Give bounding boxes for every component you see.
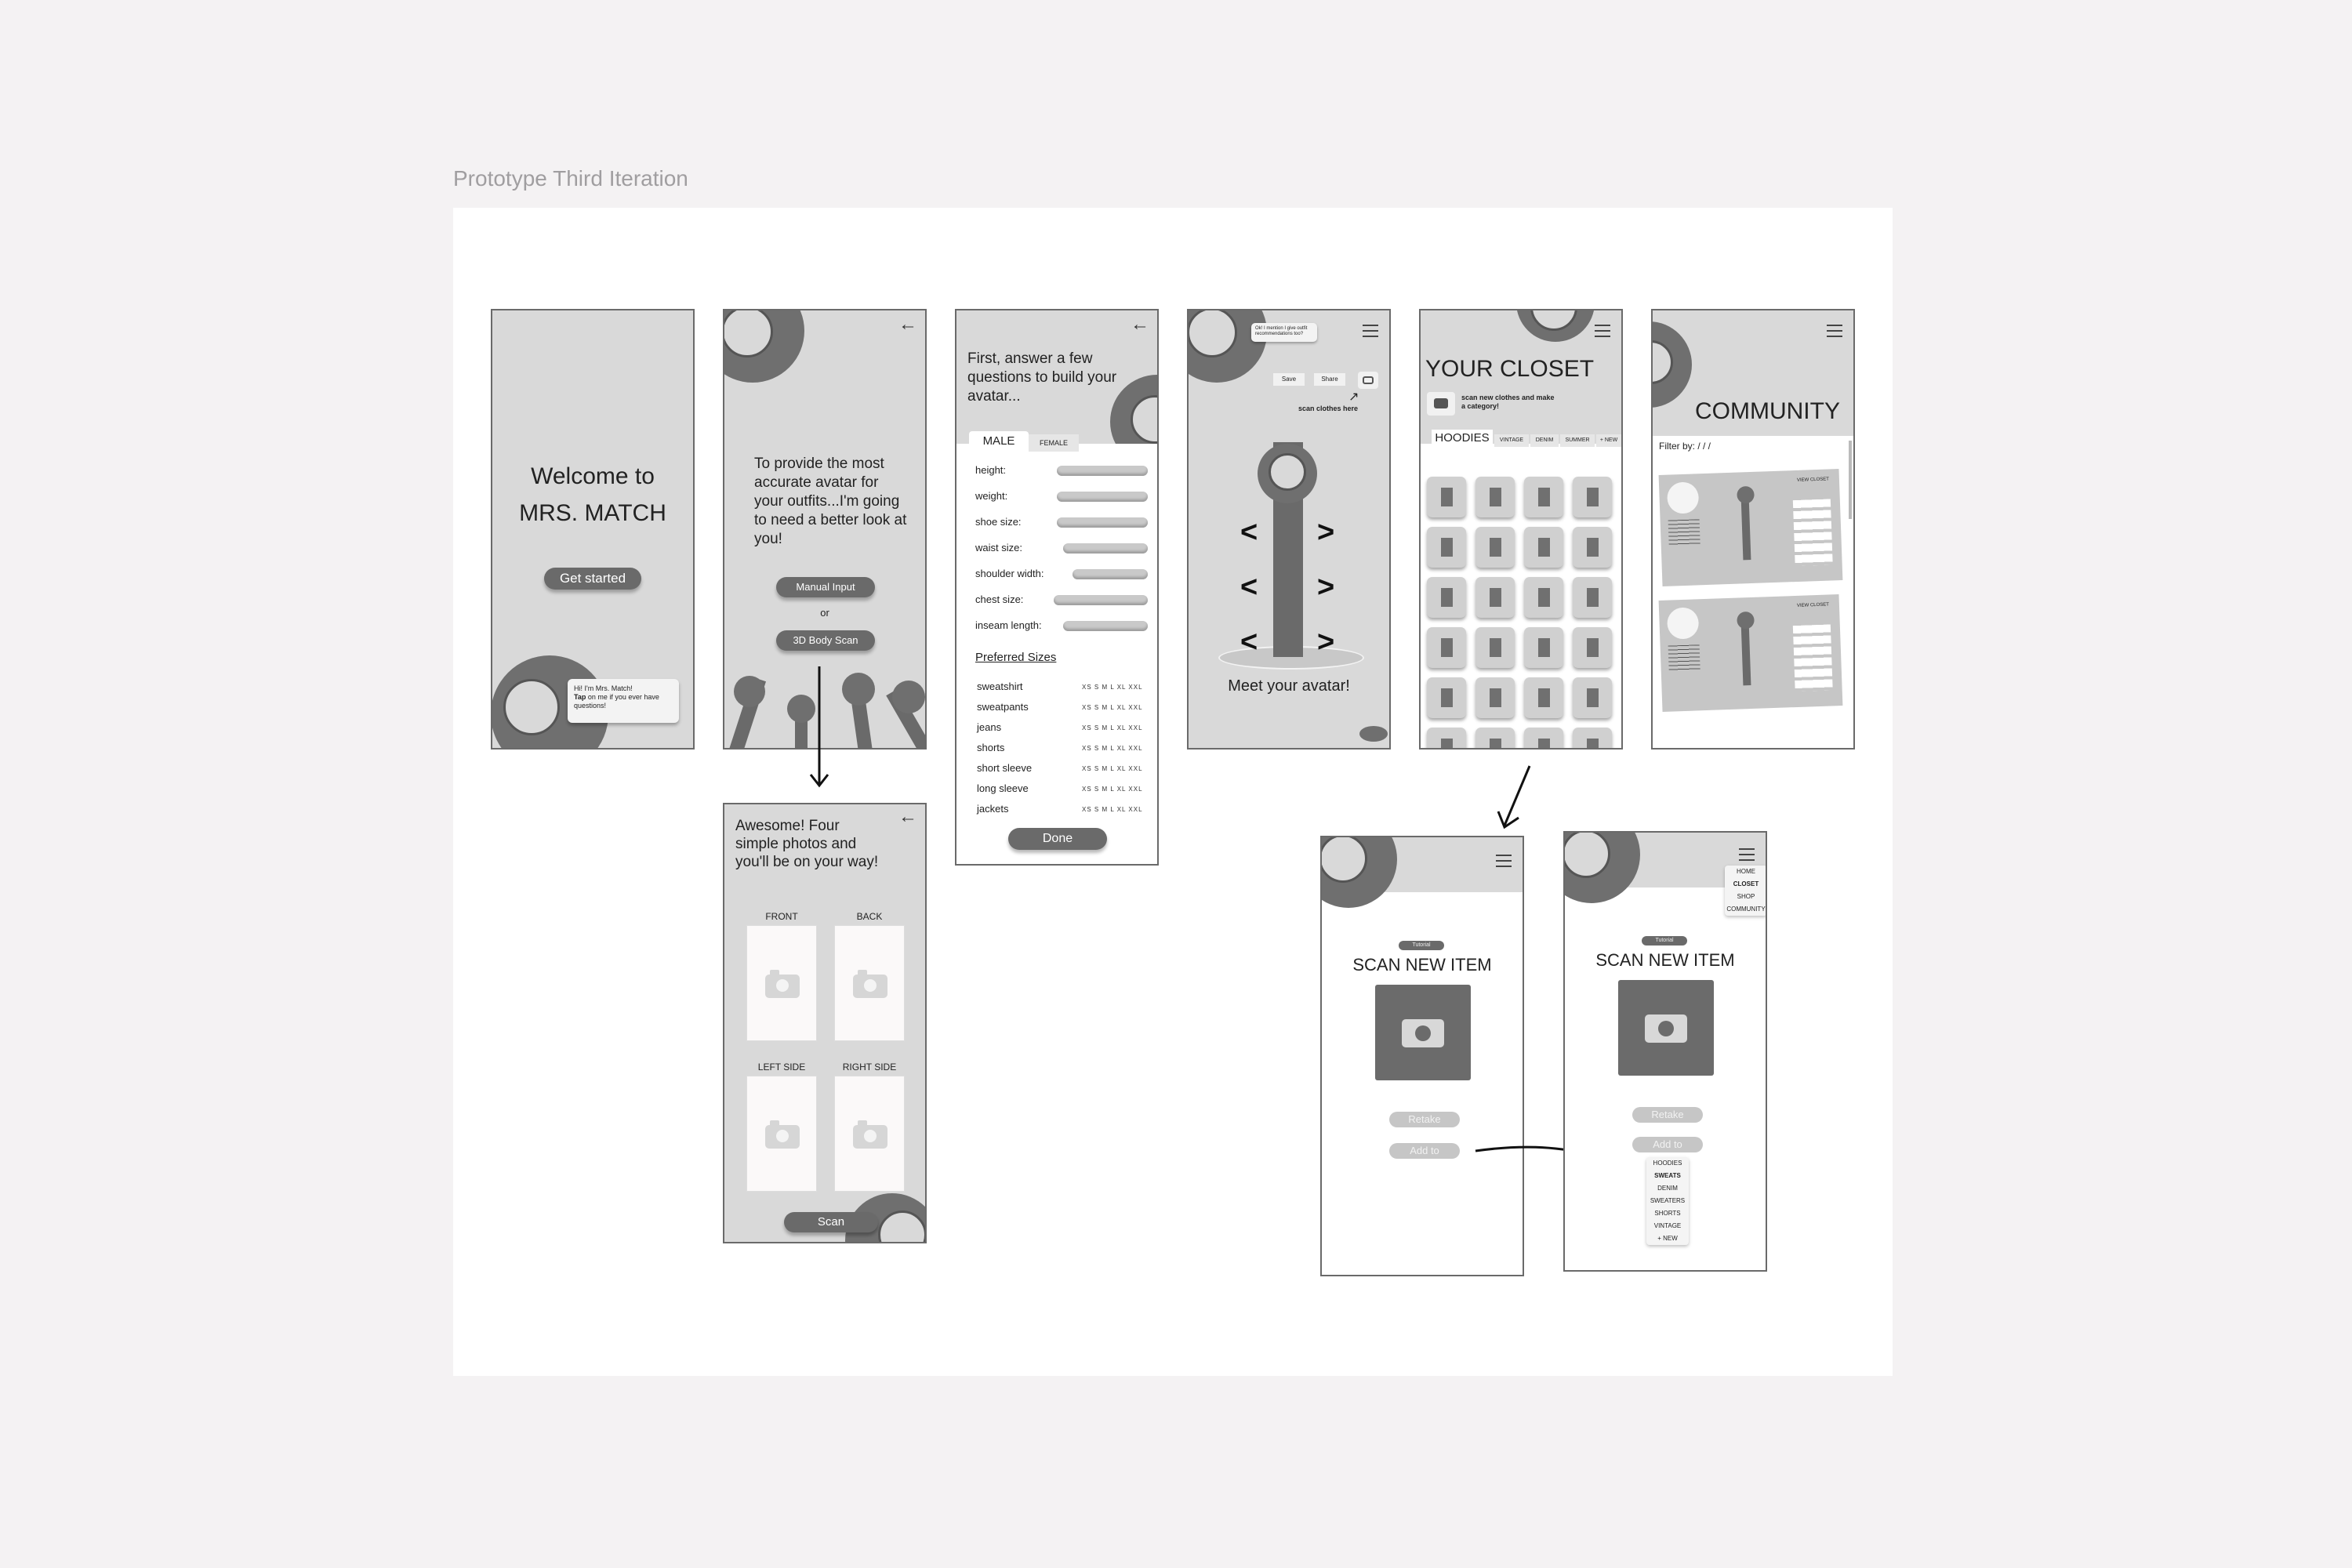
closet-item[interactable] bbox=[1475, 627, 1515, 668]
size-category-jackets: jackets bbox=[977, 803, 1009, 815]
closet-item[interactable] bbox=[1524, 477, 1563, 517]
mini-mrs-match-icon[interactable] bbox=[1359, 726, 1388, 742]
closet-item[interactable] bbox=[1427, 728, 1466, 750]
camera-lens-icon bbox=[1415, 1025, 1431, 1041]
shoe-size-input[interactable] bbox=[1057, 517, 1148, 528]
size-category-short-sleeve: short sleeve bbox=[977, 762, 1033, 774]
field-label-chest-size: chest size: bbox=[975, 593, 1024, 605]
save-button[interactable]: Save bbox=[1273, 373, 1305, 386]
size-options-jackets[interactable]: XS S M L XL XXL bbox=[1082, 806, 1143, 813]
frame-title: Prototype Third Iteration bbox=[453, 166, 688, 191]
manual-input-button[interactable]: Manual Input bbox=[776, 577, 875, 597]
closet-tab-summer[interactable]: SUMMER bbox=[1560, 434, 1595, 447]
post-text-lines bbox=[1668, 644, 1700, 672]
camera-glyph-icon bbox=[1434, 398, 1448, 408]
field-label-height: height: bbox=[975, 464, 1007, 476]
size-category-long-sleeve: long sleeve bbox=[977, 782, 1029, 794]
closet-item[interactable] bbox=[1524, 677, 1563, 718]
front-label: FRONT bbox=[765, 911, 798, 922]
nav-dropdown bbox=[1725, 866, 1767, 916]
avatar-help-bubble: Ok! I mention I give outfit recommendations too? bbox=[1251, 323, 1317, 342]
field-label-shoe-size: shoe size: bbox=[975, 516, 1022, 528]
closet-item[interactable] bbox=[1573, 627, 1612, 668]
screen-questions bbox=[955, 309, 1159, 866]
back-arrow-icon[interactable]: ← bbox=[898, 314, 917, 335]
category-option[interactable]: SWEATS bbox=[1654, 1172, 1681, 1179]
scan-item-title: SCAN NEW ITEM bbox=[1352, 955, 1492, 975]
bubble-line1: Hi! I'm Mrs. Match! bbox=[574, 684, 633, 692]
nav-item-community[interactable]: COMMUNITY bbox=[1726, 906, 1766, 913]
height-input[interactable] bbox=[1057, 466, 1148, 476]
size-options-sweatpants[interactable]: XS S M L XL XXL bbox=[1082, 704, 1143, 711]
avatar-head-3-icon bbox=[842, 673, 875, 706]
closet-item[interactable] bbox=[1524, 577, 1563, 618]
photos-title: Awesome! Four simple photos and you'll be on your way! bbox=[735, 818, 879, 870]
screen-community bbox=[1651, 309, 1855, 750]
view-closet-link[interactable]: VIEW CLOSET bbox=[1796, 602, 1830, 608]
scrollbar[interactable] bbox=[1849, 441, 1852, 519]
flow-arrow-to-photos bbox=[808, 666, 831, 792]
avatar-head-4-icon bbox=[892, 681, 925, 713]
welcome-title-line1: Welcome to bbox=[531, 463, 655, 489]
category-option[interactable]: SWEATERS bbox=[1650, 1197, 1686, 1204]
size-options-long-sleeve[interactable]: XS S M L XL XXL bbox=[1082, 786, 1143, 793]
menu-icon[interactable] bbox=[1496, 855, 1512, 871]
community-post bbox=[1659, 594, 1843, 712]
nav-item-closet[interactable]: CLOSET bbox=[1733, 880, 1759, 887]
closet-item[interactable] bbox=[1427, 677, 1466, 718]
mrs-match-face-icon bbox=[503, 679, 560, 735]
get-started-button[interactable]: Get started bbox=[544, 568, 641, 590]
waist-size-input[interactable] bbox=[1063, 543, 1148, 554]
prev-shoes-chevron-icon[interactable]: < bbox=[1240, 626, 1258, 659]
welcome-help-bubble bbox=[568, 679, 679, 723]
closet-items-list bbox=[1793, 499, 1833, 566]
tutorial-badge[interactable]: Tutorial bbox=[1642, 936, 1687, 946]
right-side-photo-slot[interactable] bbox=[834, 1076, 905, 1192]
nav-item-shop[interactable]: SHOP bbox=[1737, 893, 1755, 900]
screen-avatar bbox=[1187, 309, 1391, 750]
prev-bottom-chevron-icon[interactable]: < bbox=[1240, 571, 1258, 604]
weight-input[interactable] bbox=[1057, 492, 1148, 502]
field-label-weight: weight: bbox=[975, 490, 1008, 502]
questions-title: First, answer a few questions to build your avatar... bbox=[967, 350, 1117, 405]
scan-item-title: SCAN NEW ITEM bbox=[1595, 950, 1735, 970]
inseam-length-input[interactable] bbox=[1063, 621, 1148, 631]
nav-item-home[interactable]: HOME bbox=[1737, 868, 1755, 875]
community-post bbox=[1659, 469, 1843, 586]
screen-scan-item-menus bbox=[1563, 831, 1767, 1272]
scan-clothes-camera-icon[interactable] bbox=[1358, 372, 1378, 389]
closet-item[interactable] bbox=[1475, 577, 1515, 618]
camera-preview[interactable] bbox=[1375, 985, 1471, 1080]
left-side-label: LEFT SIDE bbox=[757, 1062, 806, 1073]
retake-button[interactable]: Retake bbox=[1632, 1107, 1703, 1123]
arrow-to-camera-icon: ↗ bbox=[1348, 390, 1359, 404]
closet-item[interactable] bbox=[1573, 477, 1612, 517]
closet-item[interactable] bbox=[1427, 527, 1466, 568]
camera-icon bbox=[1645, 1014, 1687, 1043]
closet-item[interactable] bbox=[1524, 627, 1563, 668]
closet-tab-hoodies[interactable]: HOODIES bbox=[1432, 430, 1493, 447]
right-side-label: RIGHT SIDE bbox=[842, 1062, 897, 1073]
menu-icon[interactable] bbox=[1739, 848, 1755, 865]
closet-item[interactable] bbox=[1573, 728, 1612, 750]
size-category-shorts: shorts bbox=[977, 742, 1005, 753]
size-options-short-sleeve[interactable]: XS S M L XL XXL bbox=[1082, 765, 1143, 772]
tab-female[interactable]: FEMALE bbox=[1029, 434, 1079, 452]
avatar-face-icon bbox=[1269, 453, 1306, 491]
retake-button[interactable]: Retake bbox=[1389, 1112, 1460, 1127]
poster-avatar[interactable] bbox=[1667, 607, 1699, 639]
back-arrow-icon[interactable]: ← bbox=[1131, 314, 1149, 335]
welcome-title-line2: MRS. MATCH bbox=[519, 500, 666, 526]
tab-male[interactable]: MALE bbox=[969, 431, 1029, 452]
share-button[interactable]: Share bbox=[1314, 373, 1345, 386]
camera-icon bbox=[765, 975, 800, 998]
prev-top-chevron-icon[interactable]: < bbox=[1240, 516, 1258, 549]
closet-item[interactable] bbox=[1573, 577, 1612, 618]
outfit-head-icon bbox=[1737, 486, 1755, 504]
closet-scan-camera-icon[interactable] bbox=[1427, 392, 1455, 416]
closet-item[interactable] bbox=[1475, 728, 1515, 750]
back-arrow-icon[interactable]: ← bbox=[898, 806, 917, 827]
flow-arrow-to-scan-item bbox=[1494, 764, 1541, 835]
preferred-sizes-heading: Preferred Sizes bbox=[975, 651, 1057, 664]
filter-label[interactable]: Filter by: / / / bbox=[1659, 441, 1711, 452]
view-closet-link[interactable]: VIEW CLOSET bbox=[1796, 477, 1830, 483]
screen-photos bbox=[723, 803, 927, 1243]
category-option[interactable]: DENIM bbox=[1657, 1185, 1678, 1192]
size-options-jeans[interactable]: XS S M L XL XXL bbox=[1082, 724, 1143, 731]
body-scan-button[interactable]: 3D Body Scan bbox=[776, 630, 875, 651]
closet-item[interactable] bbox=[1524, 728, 1563, 750]
menu-icon[interactable] bbox=[1363, 325, 1378, 341]
avatar-head-1-icon bbox=[734, 676, 765, 707]
camera-icon bbox=[1402, 1019, 1444, 1047]
tutorial-badge[interactable]: Tutorial bbox=[1399, 941, 1444, 950]
closet-item[interactable] bbox=[1475, 477, 1515, 517]
outfit-head-icon bbox=[1737, 612, 1755, 630]
camera-glyph-icon bbox=[1363, 376, 1374, 384]
camera-lens-icon bbox=[1658, 1021, 1674, 1036]
field-label-shoulder-width: shoulder width: bbox=[975, 568, 1044, 579]
post-text-lines bbox=[1668, 519, 1700, 546]
screen-scan-item bbox=[1320, 836, 1524, 1276]
bubble-line2: on me if you ever have questions! bbox=[574, 693, 659, 710]
screen-welcome bbox=[491, 309, 695, 750]
closet-item[interactable] bbox=[1573, 527, 1612, 568]
size-category-sweatpants: sweatpants bbox=[977, 701, 1029, 713]
size-options-sweatshirt[interactable]: XS S M L XL XXL bbox=[1082, 684, 1143, 691]
category-option[interactable]: VINTAGE bbox=[1653, 1222, 1682, 1229]
camera-icon bbox=[853, 1125, 887, 1149]
done-button[interactable]: Done bbox=[1008, 828, 1107, 850]
add-to-button[interactable]: Add to bbox=[1389, 1143, 1460, 1159]
community-title: COMMUNITY bbox=[1695, 398, 1840, 424]
front-photo-slot[interactable] bbox=[746, 925, 817, 1041]
next-bottom-chevron-icon[interactable]: > bbox=[1317, 571, 1335, 604]
size-category-jeans: jeans bbox=[977, 721, 1002, 733]
scan-button[interactable]: Scan bbox=[784, 1212, 878, 1232]
method-intro-text: To provide the most accurate avatar for your outfits...I'm going to need a better look at you! bbox=[754, 456, 907, 547]
back-label: BACK bbox=[856, 911, 883, 922]
category-option[interactable]: SHORTS bbox=[1654, 1210, 1681, 1217]
category-option[interactable]: HOODIES bbox=[1653, 1160, 1682, 1167]
closet-tab-new[interactable]: + NEW bbox=[1596, 434, 1621, 447]
closet-item[interactable] bbox=[1427, 627, 1466, 668]
camera-preview[interactable] bbox=[1618, 980, 1714, 1076]
closet-item[interactable] bbox=[1524, 527, 1563, 568]
closet-item[interactable] bbox=[1427, 477, 1466, 517]
size-options-shorts[interactable]: XS S M L XL XXL bbox=[1082, 745, 1143, 752]
scan-clothes-hint: scan clothes here bbox=[1298, 405, 1359, 412]
camera-icon bbox=[853, 975, 887, 998]
closet-scan-hint: scan new clothes and make a category! bbox=[1461, 394, 1555, 410]
next-top-chevron-icon[interactable]: > bbox=[1317, 516, 1335, 549]
meet-avatar-caption: Meet your avatar! bbox=[1228, 677, 1350, 695]
mrs-match-face-icon bbox=[1187, 309, 1237, 358]
field-label-inseam-length: inseam length: bbox=[975, 619, 1042, 631]
closet-title: YOUR CLOSET bbox=[1425, 356, 1595, 382]
closet-tab-vintage[interactable]: VINTAGE bbox=[1494, 434, 1529, 447]
closet-item[interactable] bbox=[1475, 677, 1515, 718]
add-to-button[interactable]: Add to bbox=[1632, 1137, 1703, 1152]
category-dropdown bbox=[1646, 1157, 1689, 1245]
menu-icon[interactable] bbox=[1595, 325, 1610, 341]
category-option[interactable]: + NEW bbox=[1657, 1235, 1678, 1242]
closet-item[interactable] bbox=[1475, 527, 1515, 568]
back-photo-slot[interactable] bbox=[834, 925, 905, 1041]
closet-tab-denim[interactable]: DENIM bbox=[1530, 434, 1559, 447]
camera-icon bbox=[765, 1125, 800, 1149]
menu-icon[interactable] bbox=[1827, 325, 1842, 341]
closet-items-list bbox=[1793, 624, 1833, 691]
closet-item[interactable] bbox=[1427, 577, 1466, 618]
shoulder-width-input[interactable] bbox=[1073, 569, 1148, 579]
size-category-sweatshirt: sweatshirt bbox=[977, 681, 1023, 692]
poster-avatar[interactable] bbox=[1667, 481, 1699, 514]
next-shoes-chevron-icon[interactable]: > bbox=[1317, 626, 1335, 659]
screen-closet bbox=[1419, 309, 1623, 750]
bubble-bold: Tap bbox=[574, 693, 586, 701]
field-label-waist-size: waist size: bbox=[975, 542, 1022, 554]
chest-size-input[interactable] bbox=[1054, 595, 1148, 605]
or-label: or bbox=[820, 607, 829, 619]
closet-item[interactable] bbox=[1573, 677, 1612, 718]
left-side-photo-slot[interactable] bbox=[746, 1076, 817, 1192]
